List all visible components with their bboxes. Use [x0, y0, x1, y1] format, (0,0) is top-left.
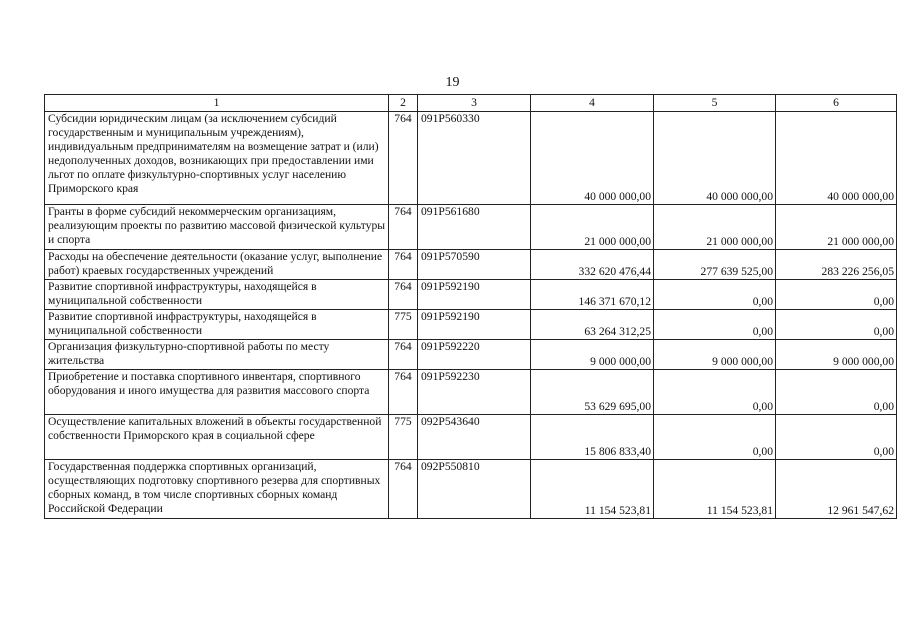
row-ministry-code: 775 — [389, 415, 418, 460]
row-budget-code: 091Р592190 — [418, 310, 531, 340]
row-amount-3: 0,00 — [776, 370, 897, 415]
row-name: Осуществление капитальных вложений в объекты государственной собственности Приморского края в социальной сфере — [45, 415, 389, 460]
page-number: 19 — [445, 75, 460, 90]
row-budget-code: 091Р561680 — [418, 205, 531, 250]
row-ministry-code: 764 — [389, 112, 418, 205]
row-ministry-code: 764 — [389, 280, 418, 310]
table-row — [45, 310, 897, 340]
row-budget-code: 091Р560330 — [418, 112, 531, 205]
row-amount-3: 21 000 000,00 — [776, 205, 897, 250]
header-col-1: 1 — [45, 95, 389, 112]
row-amount-1: 146 371 670,12 — [531, 280, 654, 310]
row-amount-1: 11 154 523,81 — [531, 460, 654, 519]
row-name: Государственная поддержка спортивных организаций, осуществляющих подготовку спортивного резерва для спортивных сборных команд, в том числе спортивных сборных команд Российской Федерации — [45, 460, 389, 519]
row-budget-code: 091Р592190 — [418, 280, 531, 310]
row-amount-3: 9 000 000,00 — [776, 340, 897, 370]
table-row — [45, 415, 897, 460]
row-amount-3: 0,00 — [776, 280, 897, 310]
row-amount-1: 40 000 000,00 — [531, 112, 654, 205]
row-ministry-code: 764 — [389, 205, 418, 250]
table-row — [45, 250, 897, 280]
row-amount-2: 21 000 000,00 — [654, 205, 776, 250]
table-row — [45, 205, 897, 250]
row-amount-2: 0,00 — [654, 415, 776, 460]
row-amount-2: 0,00 — [654, 370, 776, 415]
row-ministry-code: 764 — [389, 250, 418, 280]
row-name: Субсидии юридическим лицам (за исключением субсидий государственным и муниципальным учреждениям), индивидуальным предпринимателям на возмещение затрат и (или) недополученных доходов, возникающих при предоставлении ими льгот по оплате физкультурно-спортивных услуг населению Приморского края — [45, 112, 389, 205]
row-name: Гранты в форме субсидий некоммерческим организациям, реализующим проекты по развитию массовой физической культуры и спорта — [45, 205, 389, 250]
row-amount-2: 40 000 000,00 — [654, 112, 776, 205]
row-amount-2: 277 639 525,00 — [654, 250, 776, 280]
table-row — [45, 112, 897, 205]
header-col-2: 2 — [389, 95, 418, 112]
row-ministry-code: 764 — [389, 340, 418, 370]
row-name: Организация физкультурно-спортивной работы по месту жительства — [45, 340, 389, 370]
table-row — [45, 460, 897, 519]
row-amount-2: 9 000 000,00 — [654, 340, 776, 370]
row-amount-1: 332 620 476,44 — [531, 250, 654, 280]
row-ministry-code: 775 — [389, 310, 418, 340]
row-amount-2: 0,00 — [654, 310, 776, 340]
row-amount-1: 9 000 000,00 — [531, 340, 654, 370]
row-amount-3: 40 000 000,00 — [776, 112, 897, 205]
row-name: Приобретение и поставка спортивного инвентаря, спортивного оборудования и иного имущества для развития массового спорта — [45, 370, 389, 415]
row-budget-code: 092Р550810 — [418, 460, 531, 519]
row-budget-code: 091Р592230 — [418, 370, 531, 415]
row-ministry-code: 764 — [389, 370, 418, 415]
row-budget-code: 091Р592220 — [418, 340, 531, 370]
row-amount-3: 12 961 547,62 — [776, 460, 897, 519]
header-col-4: 4 — [531, 95, 654, 112]
budget-table — [44, 94, 897, 519]
table-row — [45, 280, 897, 310]
row-amount-1: 63 264 312,25 — [531, 310, 654, 340]
table-header — [45, 95, 897, 112]
header-col-6: 6 — [776, 95, 897, 112]
row-amount-1: 15 806 833,40 — [531, 415, 654, 460]
row-ministry-code: 764 — [389, 460, 418, 519]
header-col-5: 5 — [654, 95, 776, 112]
row-name: Развитие спортивной инфраструктуры, находящейся в муниципальной собственности — [45, 280, 389, 310]
row-amount-1: 21 000 000,00 — [531, 205, 654, 250]
row-amount-2: 0,00 — [654, 280, 776, 310]
row-budget-code: 092Р543640 — [418, 415, 531, 460]
row-amount-3: 0,00 — [776, 310, 897, 340]
row-name: Развитие спортивной инфраструктуры, находящейся в муниципальной собственности — [45, 310, 389, 340]
row-name: Расходы на обеспечение деятельности (оказание услуг, выполнение работ) краевых государственных учреждений — [45, 250, 389, 280]
header-row — [45, 95, 897, 112]
header-col-3: 3 — [418, 95, 531, 112]
row-amount-3: 283 226 256,05 — [776, 250, 897, 280]
table-body — [45, 112, 897, 519]
row-budget-code: 091Р570590 — [418, 250, 531, 280]
table-row — [45, 340, 897, 370]
row-amount-1: 53 629 695,00 — [531, 370, 654, 415]
row-amount-3: 0,00 — [776, 415, 897, 460]
table-row — [45, 370, 897, 415]
row-amount-2: 11 154 523,81 — [654, 460, 776, 519]
